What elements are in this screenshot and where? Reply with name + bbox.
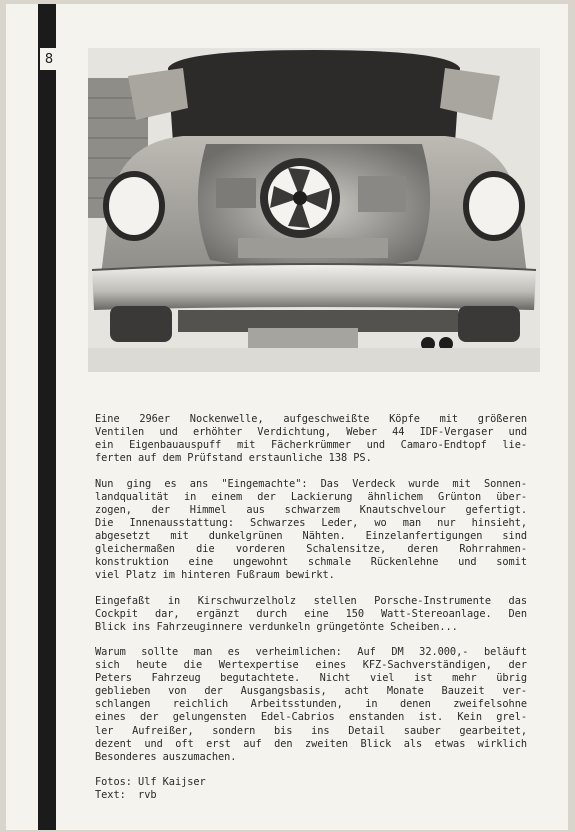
paragraph-interior: [95, 478, 527, 583]
text-line: Cockpit dar, ergänzt durch eine 150 Watt-Stereoanlage. Den: [95, 607, 527, 620]
text-line: schlangen reichlich Arbeitsstunden, in denen zweifelsohne: [95, 698, 527, 711]
text-line: Nun ging es ans "Eingemachte": Das Verdeck wurde mit Sonnen-: [95, 477, 527, 490]
text-line: geblieben von der Ausgangsbasis, acht Monate Bauzeit ver-: [95, 685, 527, 698]
credits: [95, 776, 527, 802]
binding-margin-bar: [38, 4, 56, 830]
paragraph-engine: [95, 413, 527, 465]
text-line: Warum sollte man es verheimlichen: Auf DM 32.000,- beläuft: [95, 645, 527, 658]
text-line: ein Eigenbauauspuff mit Fächerkrümmer und Camaro-Endtopf lie-: [95, 439, 527, 452]
photo-credit: Fotos: Ulf Kaijser: [95, 776, 206, 788]
text-line: sich heute die Wertexpertise eines KFZ-Sachverständigen, der: [95, 659, 527, 672]
car-rear-engine-photo: [88, 48, 540, 372]
text-line: Blick ins Fahrzeuginnere verdunkeln grüngetönte Scheiben...: [95, 620, 458, 633]
text-line: gleichermaßen die vorderen Schalensitze, deren Rohrrahmen-: [95, 543, 527, 556]
paragraph-value: [95, 646, 527, 764]
paragraph-cockpit: [95, 595, 527, 634]
text-line: Peters Fahrzeug begutachtete. Nicht viel ist mehr übrig: [95, 672, 527, 685]
text-line: eines der gelungensten Edel-Cabrios enstanden ist. Kein grel-: [95, 711, 527, 724]
text-line: dezent und oft erst auf den zweiten Blick als etwas wirklich: [95, 737, 527, 750]
text-line: Eine 296er Nockenwelle, aufgeschweißte Köpfe mit größeren: [95, 413, 527, 425]
text-line: abgesetzt mit dunkelgrünen Nähten. Einzelanfertigungen sind: [95, 529, 527, 542]
text-line: Die Innenausstattung: Schwarzes Leder, wo man nur hinsieht,: [95, 516, 527, 529]
text-line: Besonderes auszumachen.: [95, 750, 237, 763]
text-line: landqualität in einem der Lackierung ähnlichem Grünton über-: [95, 490, 527, 503]
text-line: Eingefaßt in Kirschwurzelholz stellen Porsche-Instrumente das: [95, 594, 527, 607]
page-number: 8: [40, 48, 58, 70]
text-line: viel Platz im hinteren Fußraum bewirkt.: [95, 569, 335, 582]
text-line: zogen, der Himmel aus schwarzem Knautschvelour gefertigt.: [95, 503, 527, 516]
text-line: konstruktion eine ungewohnt schmale Rückenlehne und somit: [95, 556, 527, 569]
text-line: ler Aufreißer, sondern bis ins Detail sauber gearbeitet,: [95, 724, 527, 737]
text-credit: Text: rvb: [95, 789, 157, 802]
text-line: ferten auf dem Prüfstand erstaunliche 138 PS.: [95, 452, 372, 465]
text-line: Ventilen und erhöhter Verdichtung, Weber 44 IDF-Vergaser und: [95, 426, 527, 439]
article-text: [95, 413, 527, 802]
